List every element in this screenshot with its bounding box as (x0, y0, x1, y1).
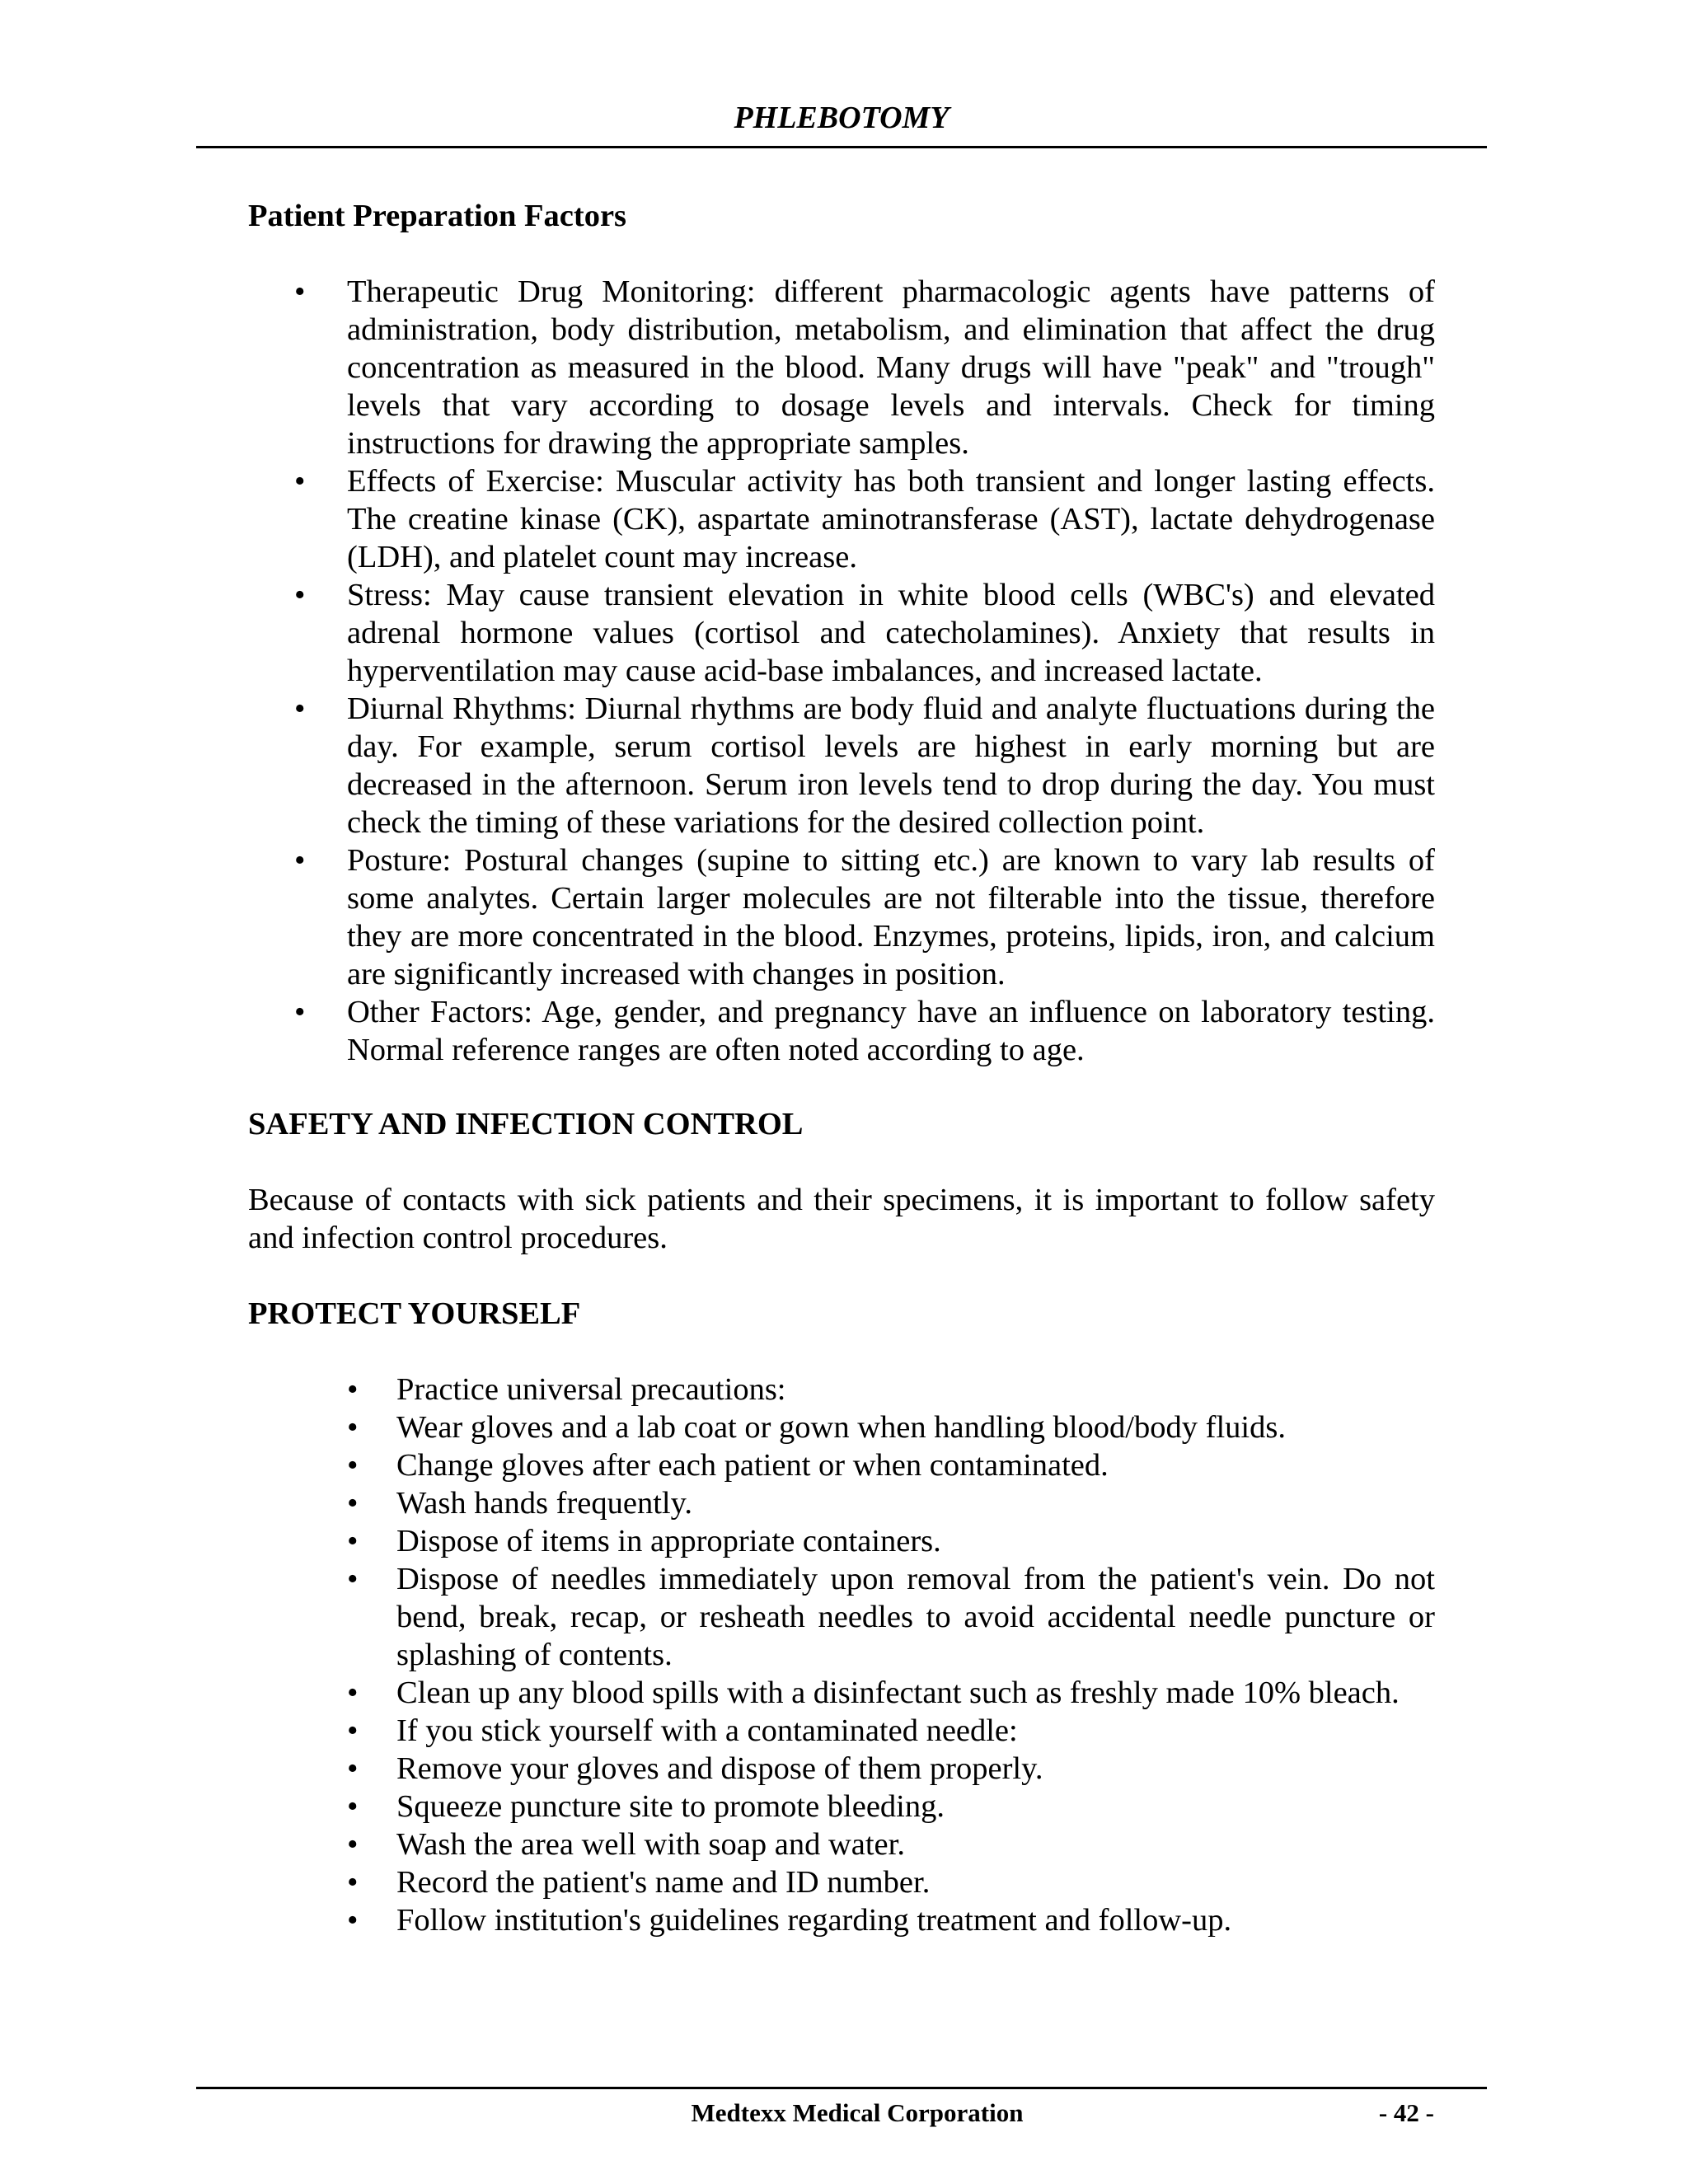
list-item-text: Follow institution's guidelines regarding treatment and follow-up. (396, 1903, 1232, 1938)
list-item-text: Record the patient's name and ID number. (396, 1865, 931, 1900)
list-item (248, 1788, 1435, 1825)
bullet-icon: • (347, 1448, 359, 1483)
bullet-icon: • (347, 1713, 359, 1748)
bullet-icon: • (347, 1675, 359, 1710)
page-content (248, 197, 1435, 1939)
list-item (248, 1750, 1435, 1788)
bullet-icon: • (347, 1410, 359, 1445)
list-item-text: Therapeutic Drug Monitoring: different pharmacologic agents have patterns of administration, body distribution, metabolism, and elimination that affect the drug concentration as measured in the blood. Many drugs will have "peak" and "trough" levels that vary according to dosage levels and intervals. Check for timing instructions for drawing the appropriate samples. (347, 274, 1435, 461)
list-item (248, 1674, 1435, 1712)
list-item-text: Squeeze puncture site to promote bleeding. (396, 1789, 945, 1824)
bullet-icon: • (347, 1751, 359, 1786)
footer-rule (196, 2087, 1487, 2089)
list-item-text: Wear gloves and a lab coat or gown when handling blood/body fluids. (396, 1410, 1286, 1445)
list-item-text: Posture: Postural changes (supine to sitting etc.) are known to vary lab results of some analytes. Certain larger molecules are not filterable into the tissue, therefore they are more concentrated in the blood. Enzymes, proteins, lipids, iron, and calcium are significantly increased with changes in position. (347, 843, 1435, 991)
list-item (248, 576, 1435, 690)
protect-yourself-list (248, 1371, 1435, 1939)
list-item-text: Clean up any blood spills with a disinfectant such as freshly made 10% bleach. (396, 1675, 1400, 1710)
list-item (248, 1560, 1435, 1674)
list-item (248, 1408, 1435, 1446)
list-item (248, 1863, 1435, 1901)
safety-paragraph: Because of contacts with sick patients and their specimens, it is important to follow safety and infection control procedures. (248, 1183, 1435, 1255)
footer-company-name: Medtexx Medical Corporation (691, 2098, 1024, 2127)
bullet-icon: • (294, 578, 306, 612)
running-header-title: PHLEBOTOMY (734, 101, 950, 135)
list-item (248, 1712, 1435, 1750)
list-item (248, 273, 1435, 462)
bullet-icon: • (294, 274, 306, 309)
list-item (248, 1371, 1435, 1408)
list-item (248, 1901, 1435, 1939)
bullet-icon: • (294, 464, 306, 499)
list-item-text: Other Factors: Age, gender, and pregnancy have an influence on laboratory testing. Normal reference ranges are often noted according to age. (347, 995, 1435, 1067)
bullet-icon: • (294, 691, 306, 726)
patient-factors-list (248, 273, 1435, 1069)
heading-patient-preparation: Patient Preparation Factors (248, 199, 627, 233)
bullet-icon: • (294, 843, 306, 878)
bullet-icon: • (347, 1865, 359, 1900)
list-item-text: Wash hands frequently. (396, 1486, 692, 1521)
bullet-icon: • (347, 1486, 359, 1521)
list-item (248, 993, 1435, 1069)
list-item (248, 1825, 1435, 1863)
list-item-text: Effects of Exercise: Muscular activity has both transient and longer lasting effects. The creatine kinase (CK), aspartate aminotransferase (AST), lactate dehydrogenase (LDH), and platelet count may increase. (347, 464, 1435, 574)
bullet-icon: • (347, 1372, 359, 1407)
bullet-icon: • (347, 1562, 359, 1596)
list-item-text: Stress: May cause transient elevation in white blood cells (WBC's) and elevated adrenal hormone values (cortisol and catecholamines). Anxiety that results in hyperventilation may cause acid-base imbalances, and increased lactate. (347, 578, 1435, 688)
heading-protect-yourself: PROTECT YOURSELF (248, 1296, 581, 1331)
list-item-text: Wash the area well with soap and water. (396, 1827, 905, 1862)
list-item-text: If you stick yourself with a contaminated needle: (396, 1713, 1018, 1748)
list-item-text: Dispose of needles immediately upon removal from the patient's vein. Do not bend, break, recap, or resheath needles to avoid accidental needle puncture or splashing of contents. (396, 1562, 1435, 1672)
header-rule (196, 146, 1487, 148)
bullet-icon: • (347, 1789, 359, 1824)
list-item (248, 690, 1435, 841)
list-item (248, 1522, 1435, 1560)
list-item-text: Dispose of items in appropriate containers. (396, 1524, 941, 1558)
heading-safety-infection-control: SAFETY AND INFECTION CONTROL (248, 1107, 804, 1141)
bullet-icon: • (347, 1524, 359, 1558)
list-item-text: Diurnal Rhythms: Diurnal rhythms are body fluid and analyte fluctuations during the day. For example, serum cortisol levels are highest in early morning but are decreased in the afternoon. Serum iron levels tend to drop during the day. You must check the timing of these variations for the desired collection point. (347, 691, 1435, 840)
list-item-text: Remove your gloves and dispose of them properly. (396, 1751, 1043, 1786)
list-item (248, 462, 1435, 576)
list-item (248, 841, 1435, 993)
list-item (248, 1484, 1435, 1522)
bullet-icon: • (347, 1827, 359, 1862)
footer-page-number: - 42 - (1378, 2098, 1434, 2127)
list-item-text: Practice universal precautions: (396, 1372, 786, 1407)
list-item-text: Change gloves after each patient or when contaminated. (396, 1448, 1109, 1483)
bullet-icon: • (347, 1903, 359, 1938)
list-item (248, 1446, 1435, 1484)
bullet-icon: • (294, 995, 306, 1029)
